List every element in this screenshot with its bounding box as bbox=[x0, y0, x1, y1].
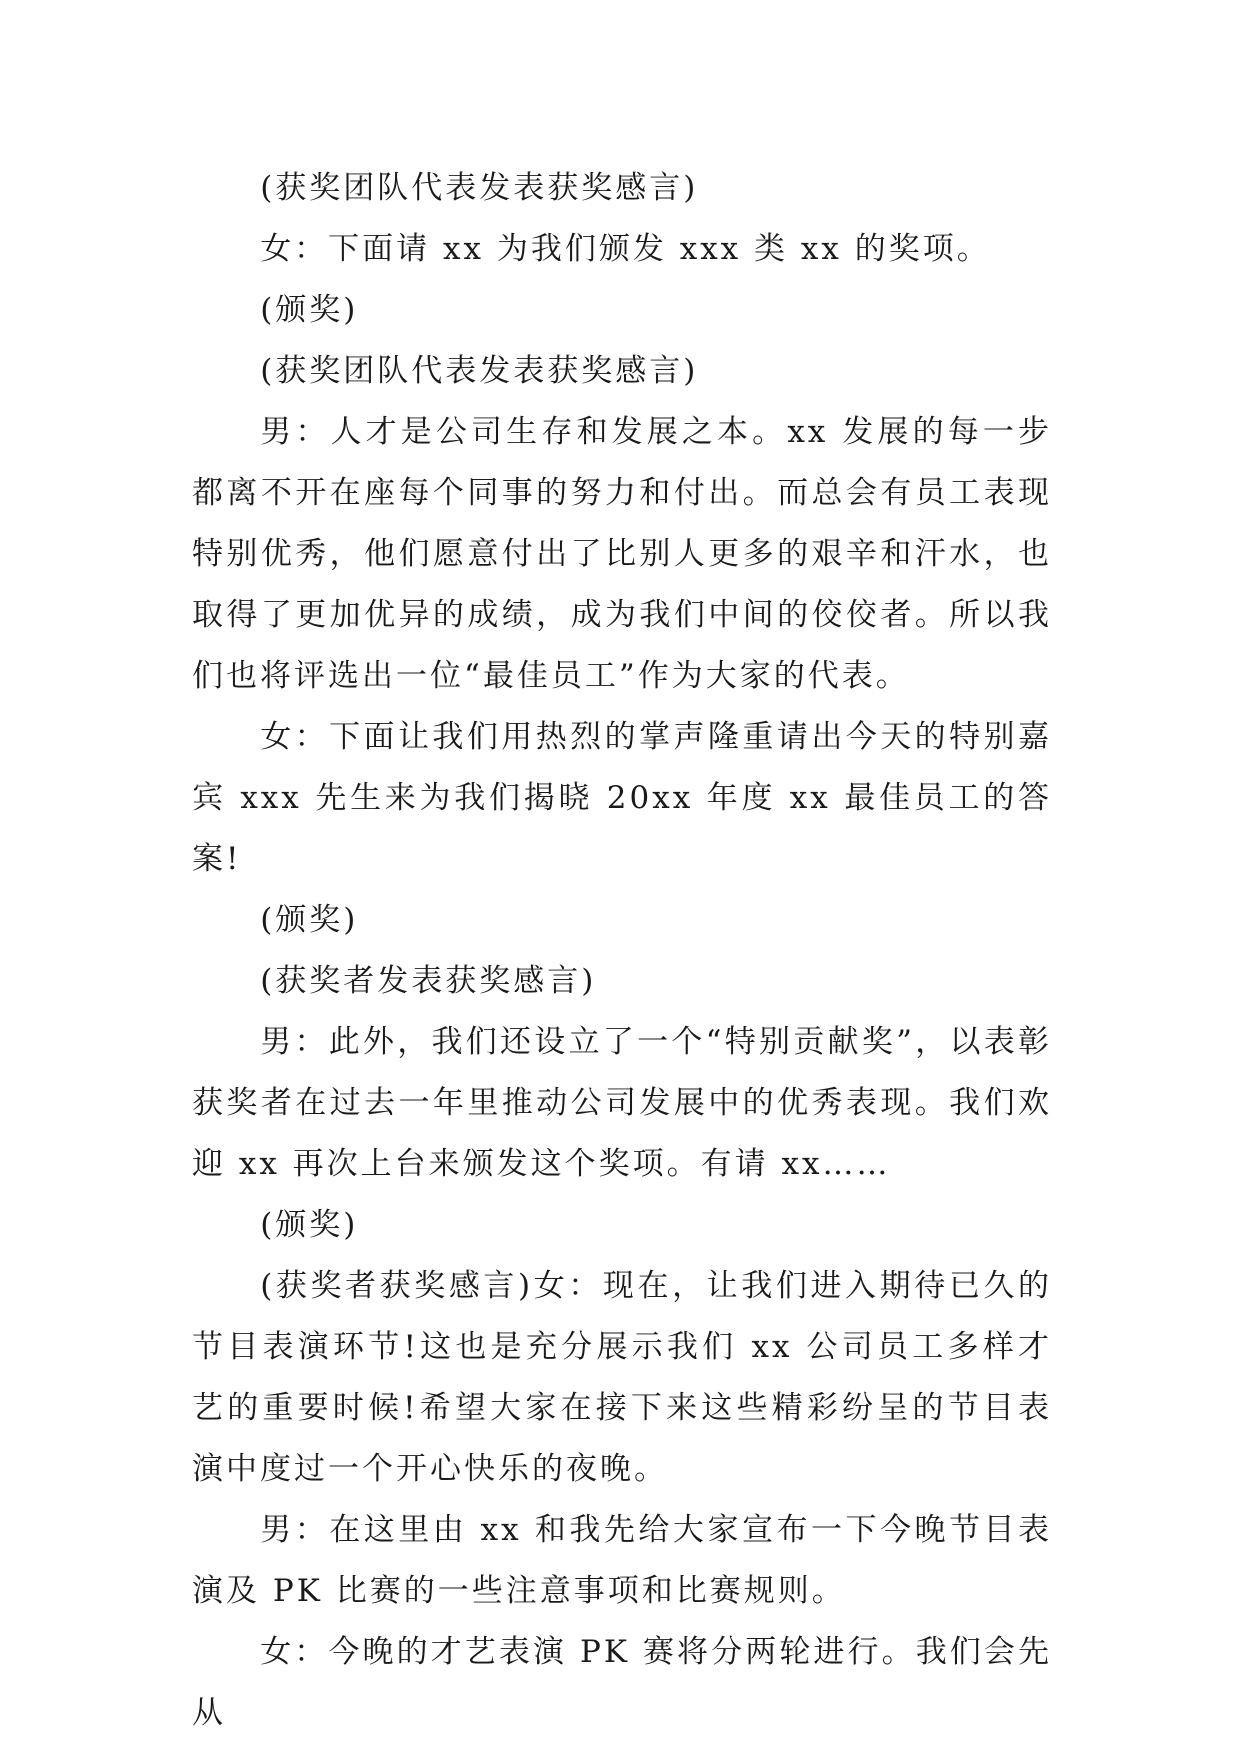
paragraph: 女：下面让我们用热烈的掌声隆重请出今天的特别嘉宾 xxx 先生来为我们揭晓 20xx 年度 xx 最佳员工的答案! bbox=[192, 719, 1052, 877]
paragraph: (获奖团队代表发表获奖感言) bbox=[260, 170, 699, 206]
paragraph: (获奖者获奖感言)女：现在，让我们进入期待已久的节目表演环节!这也是充分展示我们 xx 公司员工多样才艺的重要时候!希望大家在接下来这些精彩纷呈的节目表演中度过一个开心快乐的夜晚。 bbox=[192, 1268, 1052, 1487]
paragraph: 男：人才是公司生存和发展之本。xx 发展的每一步都离不开在座每个同事的努力和付出。而总会有员工表现特别优秀，他们愿意付出了比别人更多的艰辛和汗水，也取得了更加优异的成绩，成为我们中间的佼佼者。所以我们也将评选出一位“最佳员工”作为大家的代表。 bbox=[192, 414, 1052, 694]
paragraph: (获奖者发表获奖感言) bbox=[260, 963, 597, 999]
paragraph: (颁奖) bbox=[260, 1207, 359, 1243]
paragraph: 男：此外，我们还设立了一个“特别贡献奖”，以表彰获奖者在过去一年里推动公司发展中的优秀表现。我们欢迎 xx 再次上台来颁发这个奖项。有请 xx…… bbox=[192, 1024, 1052, 1182]
paragraph: (获奖团队代表发表获奖感言) bbox=[260, 353, 699, 389]
paragraph: (颁奖) bbox=[260, 902, 359, 938]
document-body bbox=[192, 158, 1052, 1744]
paragraph: (颁奖) bbox=[260, 292, 359, 328]
paragraph: 女：下面请 xx 为我们颁发 xxx 类 xx 的奖项。 bbox=[260, 231, 991, 267]
paragraph: 女：今晚的才艺表演 PK 赛将分两轮进行。我们会先从 bbox=[192, 1634, 1052, 1731]
paragraph: 男：在这里由 xx 和我先给大家宣布一下今晚节目表演及 PK 比赛的一些注意事项和比赛规则。 bbox=[192, 1512, 1052, 1609]
